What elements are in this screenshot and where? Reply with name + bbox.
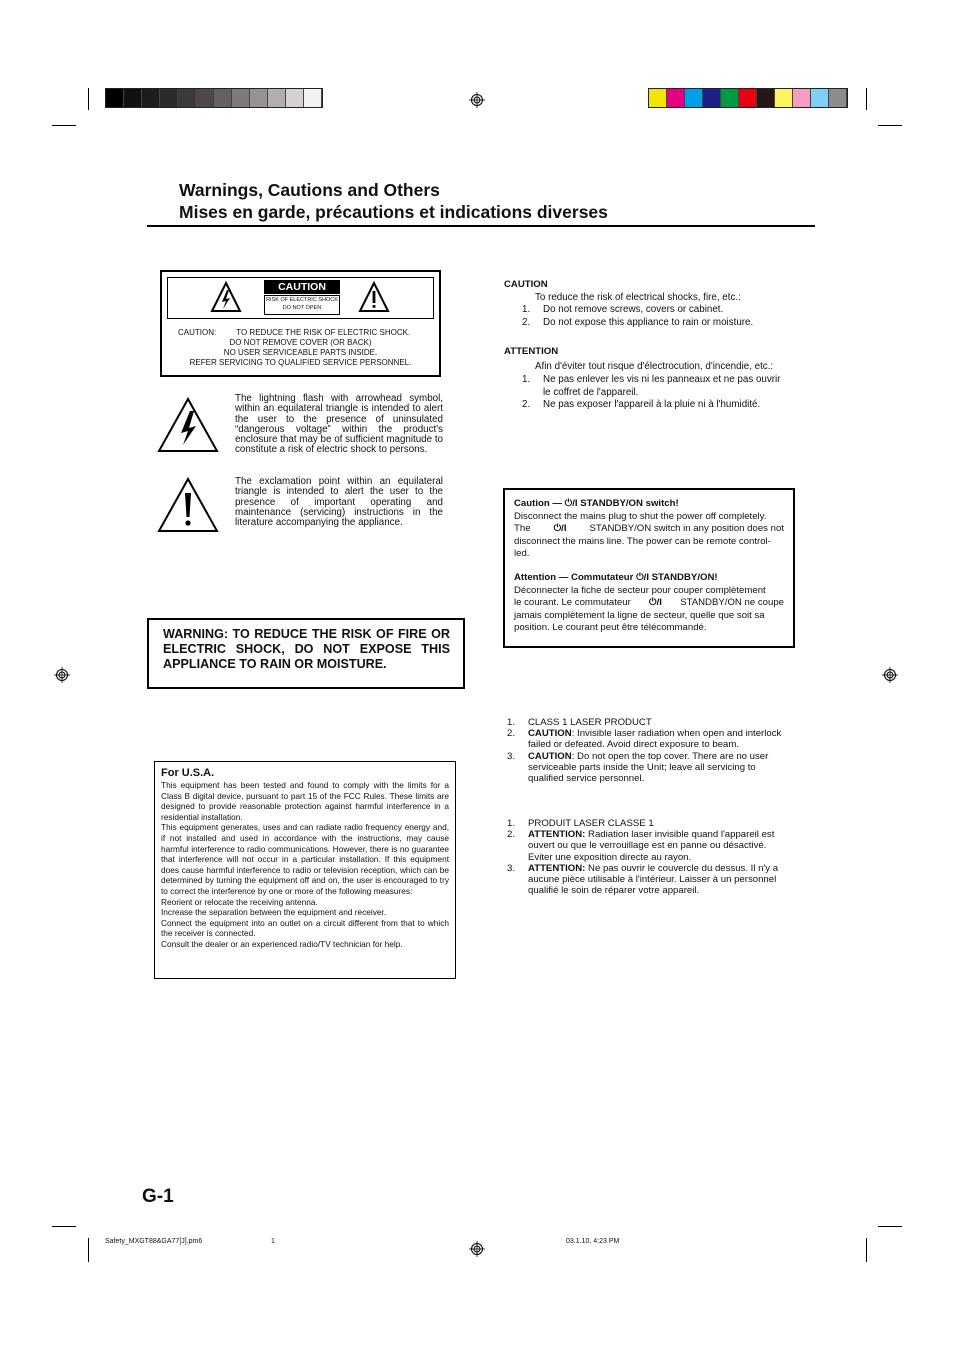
exclamation-triangle-icon <box>157 477 219 533</box>
footer-date: 03.1.10, 4:23 PM <box>566 1238 620 1245</box>
color-swatch <box>250 89 268 107</box>
standby-heading-text: STANDBY/ON switch! <box>580 498 679 509</box>
list-label: CAUTION <box>528 750 572 762</box>
lightning-triangle-icon <box>157 397 219 453</box>
standby-line <box>514 523 784 536</box>
list-number: 2. <box>507 829 516 841</box>
list-number: 1. <box>507 717 516 728</box>
list-item <box>507 717 789 728</box>
color-swatch <box>685 89 703 107</box>
standby-line: Disconnect the mains plug to shut the power off completely. <box>514 510 767 522</box>
crop-mark <box>866 88 867 110</box>
list-number: 1. <box>507 818 516 829</box>
fcc-paragraph: This equipment generates, uses and can radiate radio frequency energy and, if not installed and used in accordance with the instructions, may cause harmful interference to radio communications. However, there is no guarantee that interference will not occur in a particular installation. If this equipment does cause harmful interference to radio or television reception, which can be determined by turning the equipment off and on, the user is encouraged to try to correct the interference by one or more of the following measures: <box>161 822 449 896</box>
caution-en-list <box>522 304 792 329</box>
standby-line: jamais complètement la ligne de secteur, quelle que soit sa <box>514 609 765 621</box>
color-swatch <box>160 89 178 107</box>
standby-line-part: le courant. Le commutateur <box>514 597 631 609</box>
caution-en-heading: CAUTION <box>504 279 548 290</box>
caution-line: NO USER SERVICEABLE PARTS INSIDE. <box>223 348 378 357</box>
list-item <box>522 304 792 317</box>
color-swatch <box>142 89 160 107</box>
list-label: ATTENTION: <box>528 862 586 874</box>
badge-sub-line: RISK OF ELECTRIC SHOCK <box>266 297 338 303</box>
caution-line: TO REDUCE THE RISK OF ELECTRIC SHOCK. <box>236 328 411 337</box>
lightning-warning-icon <box>210 281 242 313</box>
standby-line-part: STANDBY/ON ne coupe <box>680 597 784 609</box>
caution-fr-intro: Afin d'éviter tout risque d'électrocution, d'incendie, etc.: <box>535 361 774 372</box>
list-number: 2. <box>507 728 516 740</box>
list-number: 3. <box>507 750 516 762</box>
caution-badge-sub <box>264 295 340 315</box>
standby-line <box>514 597 784 610</box>
color-swatch <box>214 89 232 107</box>
caution-label <box>160 270 441 377</box>
list-text: Do not expose this appliance to rain or moisture. <box>543 316 754 328</box>
fcc-notice-box <box>154 761 456 979</box>
crop-mark <box>52 125 76 126</box>
caution-en-intro: To reduce the risk of electrical shocks, fire, etc.: <box>535 292 741 303</box>
laser-en-list <box>507 717 789 784</box>
laser-fr-list <box>507 818 791 896</box>
color-swatch <box>793 89 811 107</box>
list-item <box>507 728 789 750</box>
list-number: 3. <box>507 862 516 874</box>
crop-mark <box>878 1226 902 1227</box>
page-subtitle: Mises en garde, précautions et indications diverses <box>179 202 608 222</box>
fcc-measure: Reorient or relocate the receiving antenna. <box>161 896 318 907</box>
caution-prefix: CAUTION: <box>178 328 217 337</box>
list-text: : Do not open the top cover. There are no user serviceable parts inside the Unit; leave all servicing to qualified service personnel. <box>528 750 769 785</box>
fcc-measure: Increase the separation between the equipment and receiver. <box>161 907 387 918</box>
list-text: Ne pas exposer l'appareil à la pluie ni à l'humidité. <box>543 399 761 410</box>
standby-heading-text: STANDBY/ON! <box>651 571 718 583</box>
caution-line: DO NOT REMOVE COVER (OR BACK) <box>229 338 372 347</box>
list-text: Do not remove screws, covers or cabinet. <box>543 304 724 315</box>
list-item <box>522 374 782 399</box>
list-item <box>507 751 789 785</box>
color-swatch <box>124 89 142 107</box>
caution-fr-heading: ATTENTION <box>504 346 559 357</box>
list-number: 2. <box>522 399 531 410</box>
crop-mark <box>52 1226 76 1227</box>
page-number: G-1 <box>142 1186 174 1207</box>
list-number: 1. <box>522 374 531 385</box>
color-swatch <box>286 89 304 107</box>
list-text: PRODUIT LASER CLASSE 1 <box>528 818 654 829</box>
exclamation-warning-icon <box>358 281 390 313</box>
standby-heading-text: Attention — Commutateur <box>514 571 634 583</box>
color-swatch <box>232 89 250 107</box>
crop-mark <box>88 88 89 110</box>
list-text: Radiation laser invisible quand l'appareil est ouvert ou que le verrouillage est en panne ou désactivé. Eviter une exposition directe au rayon. <box>528 829 775 863</box>
color-swatch <box>106 89 124 107</box>
power-standby-icon: ⏻/I <box>564 498 578 509</box>
standby-line: Déconnecter la fiche de secteur pour couper complètement <box>514 584 766 596</box>
standby-fr-heading <box>514 572 784 585</box>
power-standby-icon: ⏻/I <box>553 523 567 535</box>
list-number: 1. <box>522 304 531 315</box>
crop-mark <box>878 125 902 126</box>
list-label: ATTENTION: <box>528 829 586 841</box>
footer-filename: Safety_MXGT88&GA77[J].pm6 <box>105 1238 203 1245</box>
caution-line: REFER SERVICING TO QUALIFIED SERVICE PERSONNEL. <box>189 358 412 367</box>
footer-page: 1 <box>271 1238 275 1245</box>
registration-mark-icon <box>882 667 898 683</box>
color-swatch <box>757 89 775 107</box>
standby-line: disconnect the mains line. The power can be remote control- <box>514 535 771 547</box>
power-standby-icon: ⏻/I <box>636 571 649 583</box>
fcc-measure: Consult the dealer or an experienced radio/TV technician for help. <box>161 938 403 949</box>
fcc-heading: For U.S.A. <box>161 767 215 779</box>
standby-line: position. Le courant peut être télécommandé. <box>514 622 707 634</box>
power-standby-icon: ⏻/I <box>649 597 662 609</box>
list-item <box>507 863 791 897</box>
color-swatch <box>178 89 196 107</box>
list-item <box>522 399 782 412</box>
fcc-paragraph: This equipment has been tested and found to comply with the limits for a Class B digital device, pursuant to part 15 of the FCC Rules. These limits are designed to provide reasonable protection against harmful interference in a residential installation. <box>161 780 449 822</box>
lightning-explanation: The lightning flash with arrowhead symbol, within an equilateral triangle is intended to alert the user to the presence of uninsulated “dangerous voltage” within the product's enclosure that may be of sufficient magnitude to constitute a risk of electric shock to persons. <box>235 393 443 456</box>
fcc-measure: Connect the equipment into an outlet on a circuit different from that to which the receiver is connected. <box>161 917 449 939</box>
list-item <box>507 818 791 829</box>
exclamation-explanation: The exclamation point within an equilateral triangle is intended to alert the user to the presence of important operating and maintenance (servicing) instructions in the literature accompanying the appliance. <box>235 476 443 529</box>
color-swatch <box>721 89 739 107</box>
color-swatch <box>703 89 721 107</box>
crop-mark <box>866 1238 867 1262</box>
standby-switch-box <box>503 488 795 648</box>
list-item <box>522 317 792 330</box>
color-swatch <box>268 89 286 107</box>
warning-box: WARNING: TO REDUCE THE RISK OF FIRE OR ELECTRIC SHOCK, DO NOT EXPOSE THIS APPLIANCE TO RAIN OR MOISTURE. <box>147 618 465 689</box>
title-rule <box>147 225 815 227</box>
list-label: CAUTION <box>528 728 572 740</box>
color-swatch <box>775 89 793 107</box>
registration-mark-icon <box>469 92 485 108</box>
standby-heading-text: Caution — <box>514 498 562 509</box>
process-color-bar <box>648 88 848 108</box>
color-swatch <box>196 89 214 107</box>
color-swatch <box>667 89 685 107</box>
grayscale-color-bar <box>105 88 323 108</box>
page-title: Warnings, Cautions and Others <box>179 180 440 200</box>
registration-mark-icon <box>54 667 70 683</box>
standby-en-heading <box>514 498 784 511</box>
color-swatch <box>304 89 322 107</box>
list-text: Ne pas ouvrir le couvercle du dessus. Il n'y a aucune pièce utilisable à l'intérieur. Laisser à un personnel qualifié le soin de réparer votre appareil. <box>528 862 779 897</box>
caution-label-header <box>167 277 434 319</box>
list-item <box>507 829 791 863</box>
crop-mark <box>88 1238 89 1262</box>
caution-fr-list <box>522 374 782 412</box>
caution-label-text <box>166 328 435 368</box>
registration-mark-icon <box>469 1241 485 1257</box>
standby-line-part: STANDBY/ON switch in any position does not <box>589 523 784 535</box>
caution-badge: CAUTION <box>264 280 340 294</box>
list-text: CLASS 1 LASER PRODUCT <box>528 717 652 728</box>
color-swatch <box>739 89 757 107</box>
color-swatch <box>829 89 847 107</box>
standby-line-part: The <box>514 523 531 535</box>
badge-sub-line: DO NOT OPEN <box>282 305 322 311</box>
list-text: Ne pas enlever les vis ni les panneaux et ne pas ouvrir le coffret de l'appareil. <box>543 374 781 398</box>
color-swatch <box>649 89 667 107</box>
list-number: 2. <box>522 316 531 328</box>
list-text: : Invisible laser radiation when open and interlock failed or defeated. Avoid direct exposure to beam. <box>528 728 782 751</box>
standby-line: led. <box>514 548 530 560</box>
color-swatch <box>811 89 829 107</box>
